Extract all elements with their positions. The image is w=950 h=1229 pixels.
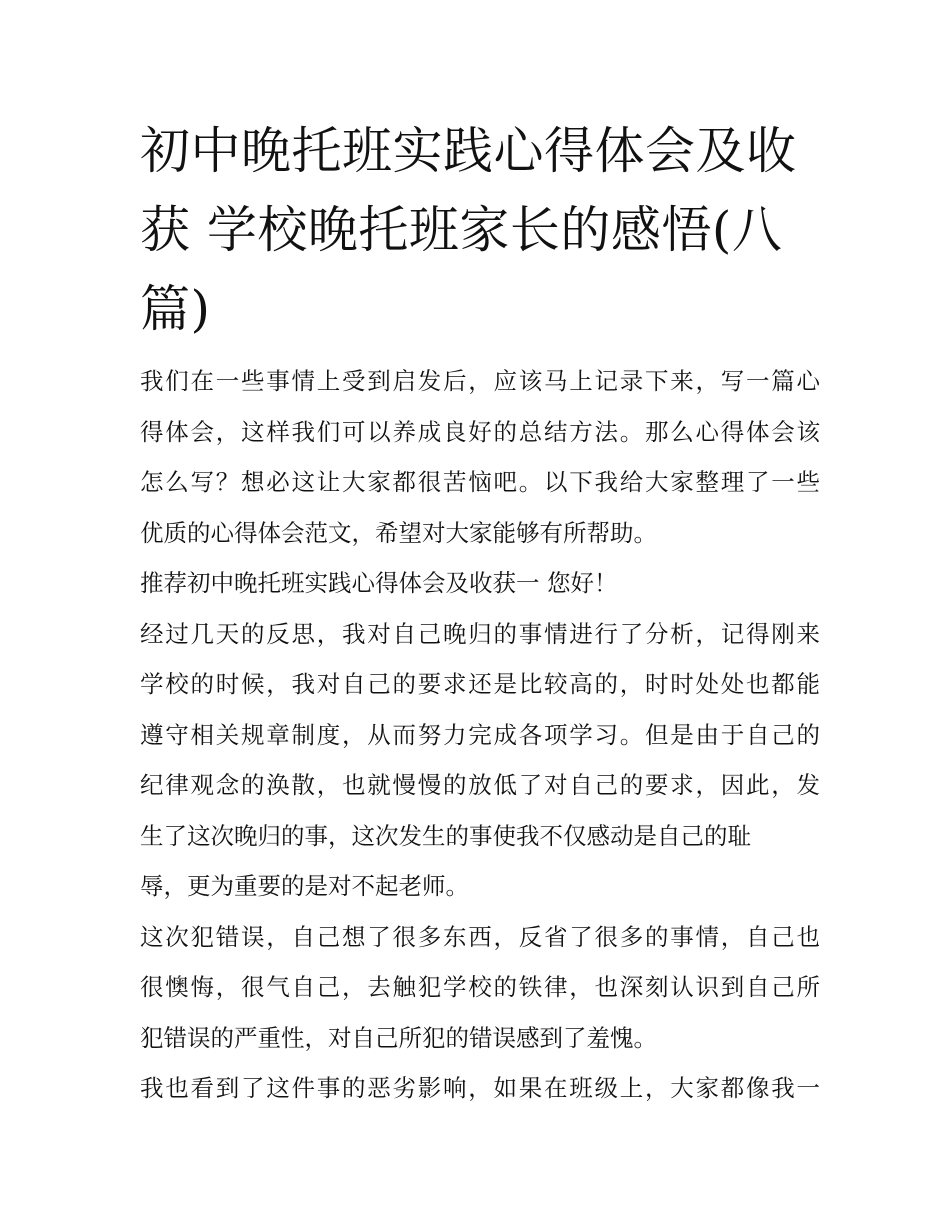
text-line: 生了这次晚归的事，这次发生的事使我不仅感动是自己的耻: [140, 821, 751, 850]
text-line: 优质的心得体会范文，希望对大家能够有所帮助。: [140, 518, 657, 547]
text-line: 怎么写？想必这让大家都很苦恼吧。以下我给大家整理了一些: [140, 468, 820, 496]
text-line: 经过几天的反思，我对自己晚归的事情进行了分析，记得刚来: [140, 619, 820, 648]
document-title: 初中晚托班实践心得体会及收获 学校晚托班家长的感悟(八篇): [140, 122, 797, 338]
text-line: 学校的时候，我对自己的要求还是比较高的，时时处处也都能: [140, 670, 820, 698]
text-line: 我也看到了这件事的恶劣影响，如果在班级上，大家都像我一: [140, 1074, 820, 1102]
text-line: 犯错误的严重性，对自己所犯的错误感到了羞愧。: [140, 1023, 657, 1052]
text-line: 很懊悔，很气自己，去触犯学校的铁律，也深刻认识到自己所: [140, 973, 820, 1001]
text-line: 遵守相关规章制度，从而努力完成各项学习。但是由于自己的: [140, 720, 820, 749]
text-line: 推荐初中晚托班实践心得体会及收获一 您好！: [140, 569, 618, 597]
text-line: 这次犯错误，自己想了很多东西，反省了很多的事情，自己也: [140, 922, 820, 951]
text-line: 我们在一些事情上受到启发后，应该马上记录下来，写一篇心: [140, 367, 820, 395]
document-body: [140, 356, 820, 1114]
text-line: 得体会，这样我们可以养成良好的总结方法。那么心得体会该: [140, 417, 820, 446]
text-line: 辱，更为重要的是对不起老师。: [140, 872, 469, 900]
text-line: 纪律观念的涣散，也就慢慢的放低了对自己的要求，因此，发: [140, 771, 820, 799]
